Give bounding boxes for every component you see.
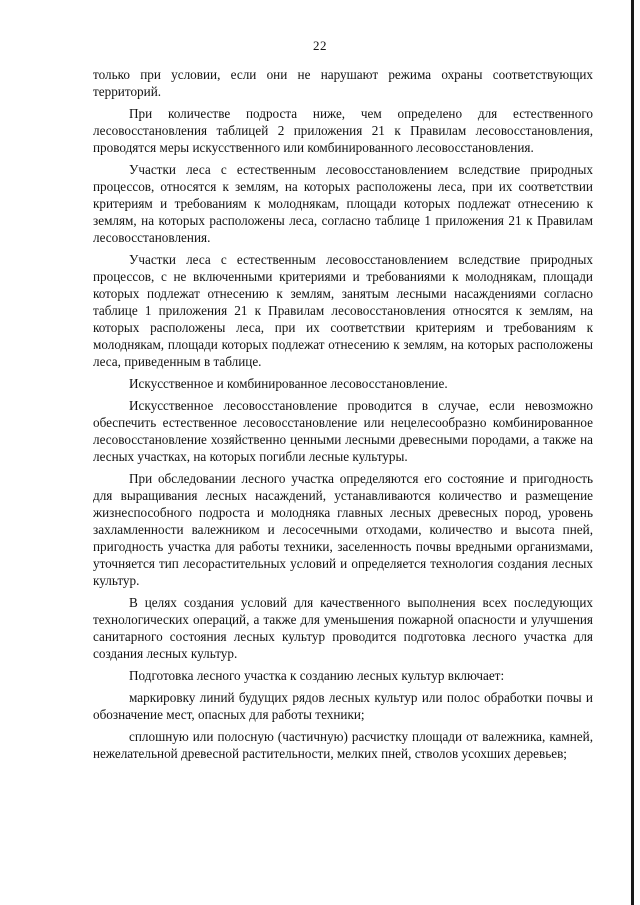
section-heading: Искусственное и комбинированное лесовосстановление. [129,376,448,391]
paragraph: Подготовка лесного участка к созданию лесных культур включает: [129,668,505,683]
paragraph-continuation: только при условии, если они не нарушают режима охраны соответствующих территорий. [93,67,593,99]
paragraph: Участки леса с естественным лесовосстановлением вследствие природных процессов, с не включенными критериями и требованиями к молоднякам, площади которых подлежат отнесению к землям, занятым лесными насаждениями согласно таблице 1 приложения 21 к Правилам лесовосстановления относятся к землям, на которых расположены леса, при их соответствии критериям и требованиям к молоднякам, площади которых подлежат отнесению к землям, на которых расположены леса, приведенным в таблице. [93,252,593,369]
page-edge-border [631,0,634,905]
paragraph: При обследовании лесного участка определяются его состояние и пригодность для выращивания лесных насаждений, устанавливаются количество и размещение жизнеспособного подроста и молодняка главных лесных древесных пород, уровень захламленности валежником и лесосечными отходами, количество и высота пней, пригодность участка для работы техники, заселенность почвы вредными организмами, уточняется тип лесорастительных условий и определяется технология создания лесных культур. [93,471,593,588]
list-item: маркировку линий будущих рядов лесных культур или полос обработки почвы и обозначение мест, опасных для работы техники; [93,690,593,722]
paragraph: При количестве подроста ниже, чем определено для естественного лесовосстановления таблицей 2 приложения 21 к Правилам лесовосстановления, проводятся меры искусственного или комбинированного лесовосстановления. [93,106,593,155]
paragraph: Участки леса с естественным лесовосстановлением вследствие природных процессов, относятся к землям, на которых расположены леса, при их соответствии критериям и требованиям к молоднякам, площади которых подлежат отнесению к землям, на которых расположены леса, согласно таблице 1 приложения 21 к Правилам лесовосстановления. [93,162,593,245]
paragraph: В целях создания условий для качественного выполнения всех последующих технологических операций, а также для уменьшения пожарной опасности и улучшения санитарного состояния лесных культур проводится подготовка лесного участка для создания лесных культур. [93,595,593,661]
page-number: 22 [313,38,327,53]
paragraph: Искусственное лесовосстановление проводится в случае, если невозможно обеспечить естественное лесовосстановление или нецелесообразно комбинированное лесовосстановление хозяйственно ценными лесными древесными породами, а также на лесных участках, на которых погибли лесные культуры. [93,398,593,464]
document-body [93,66,593,767]
list-item: сплошную или полосную (частичную) расчистку площади от валежника, камней, нежелательной древесной растительности, мелких пней, стволов усохших деревьев; [93,729,593,761]
